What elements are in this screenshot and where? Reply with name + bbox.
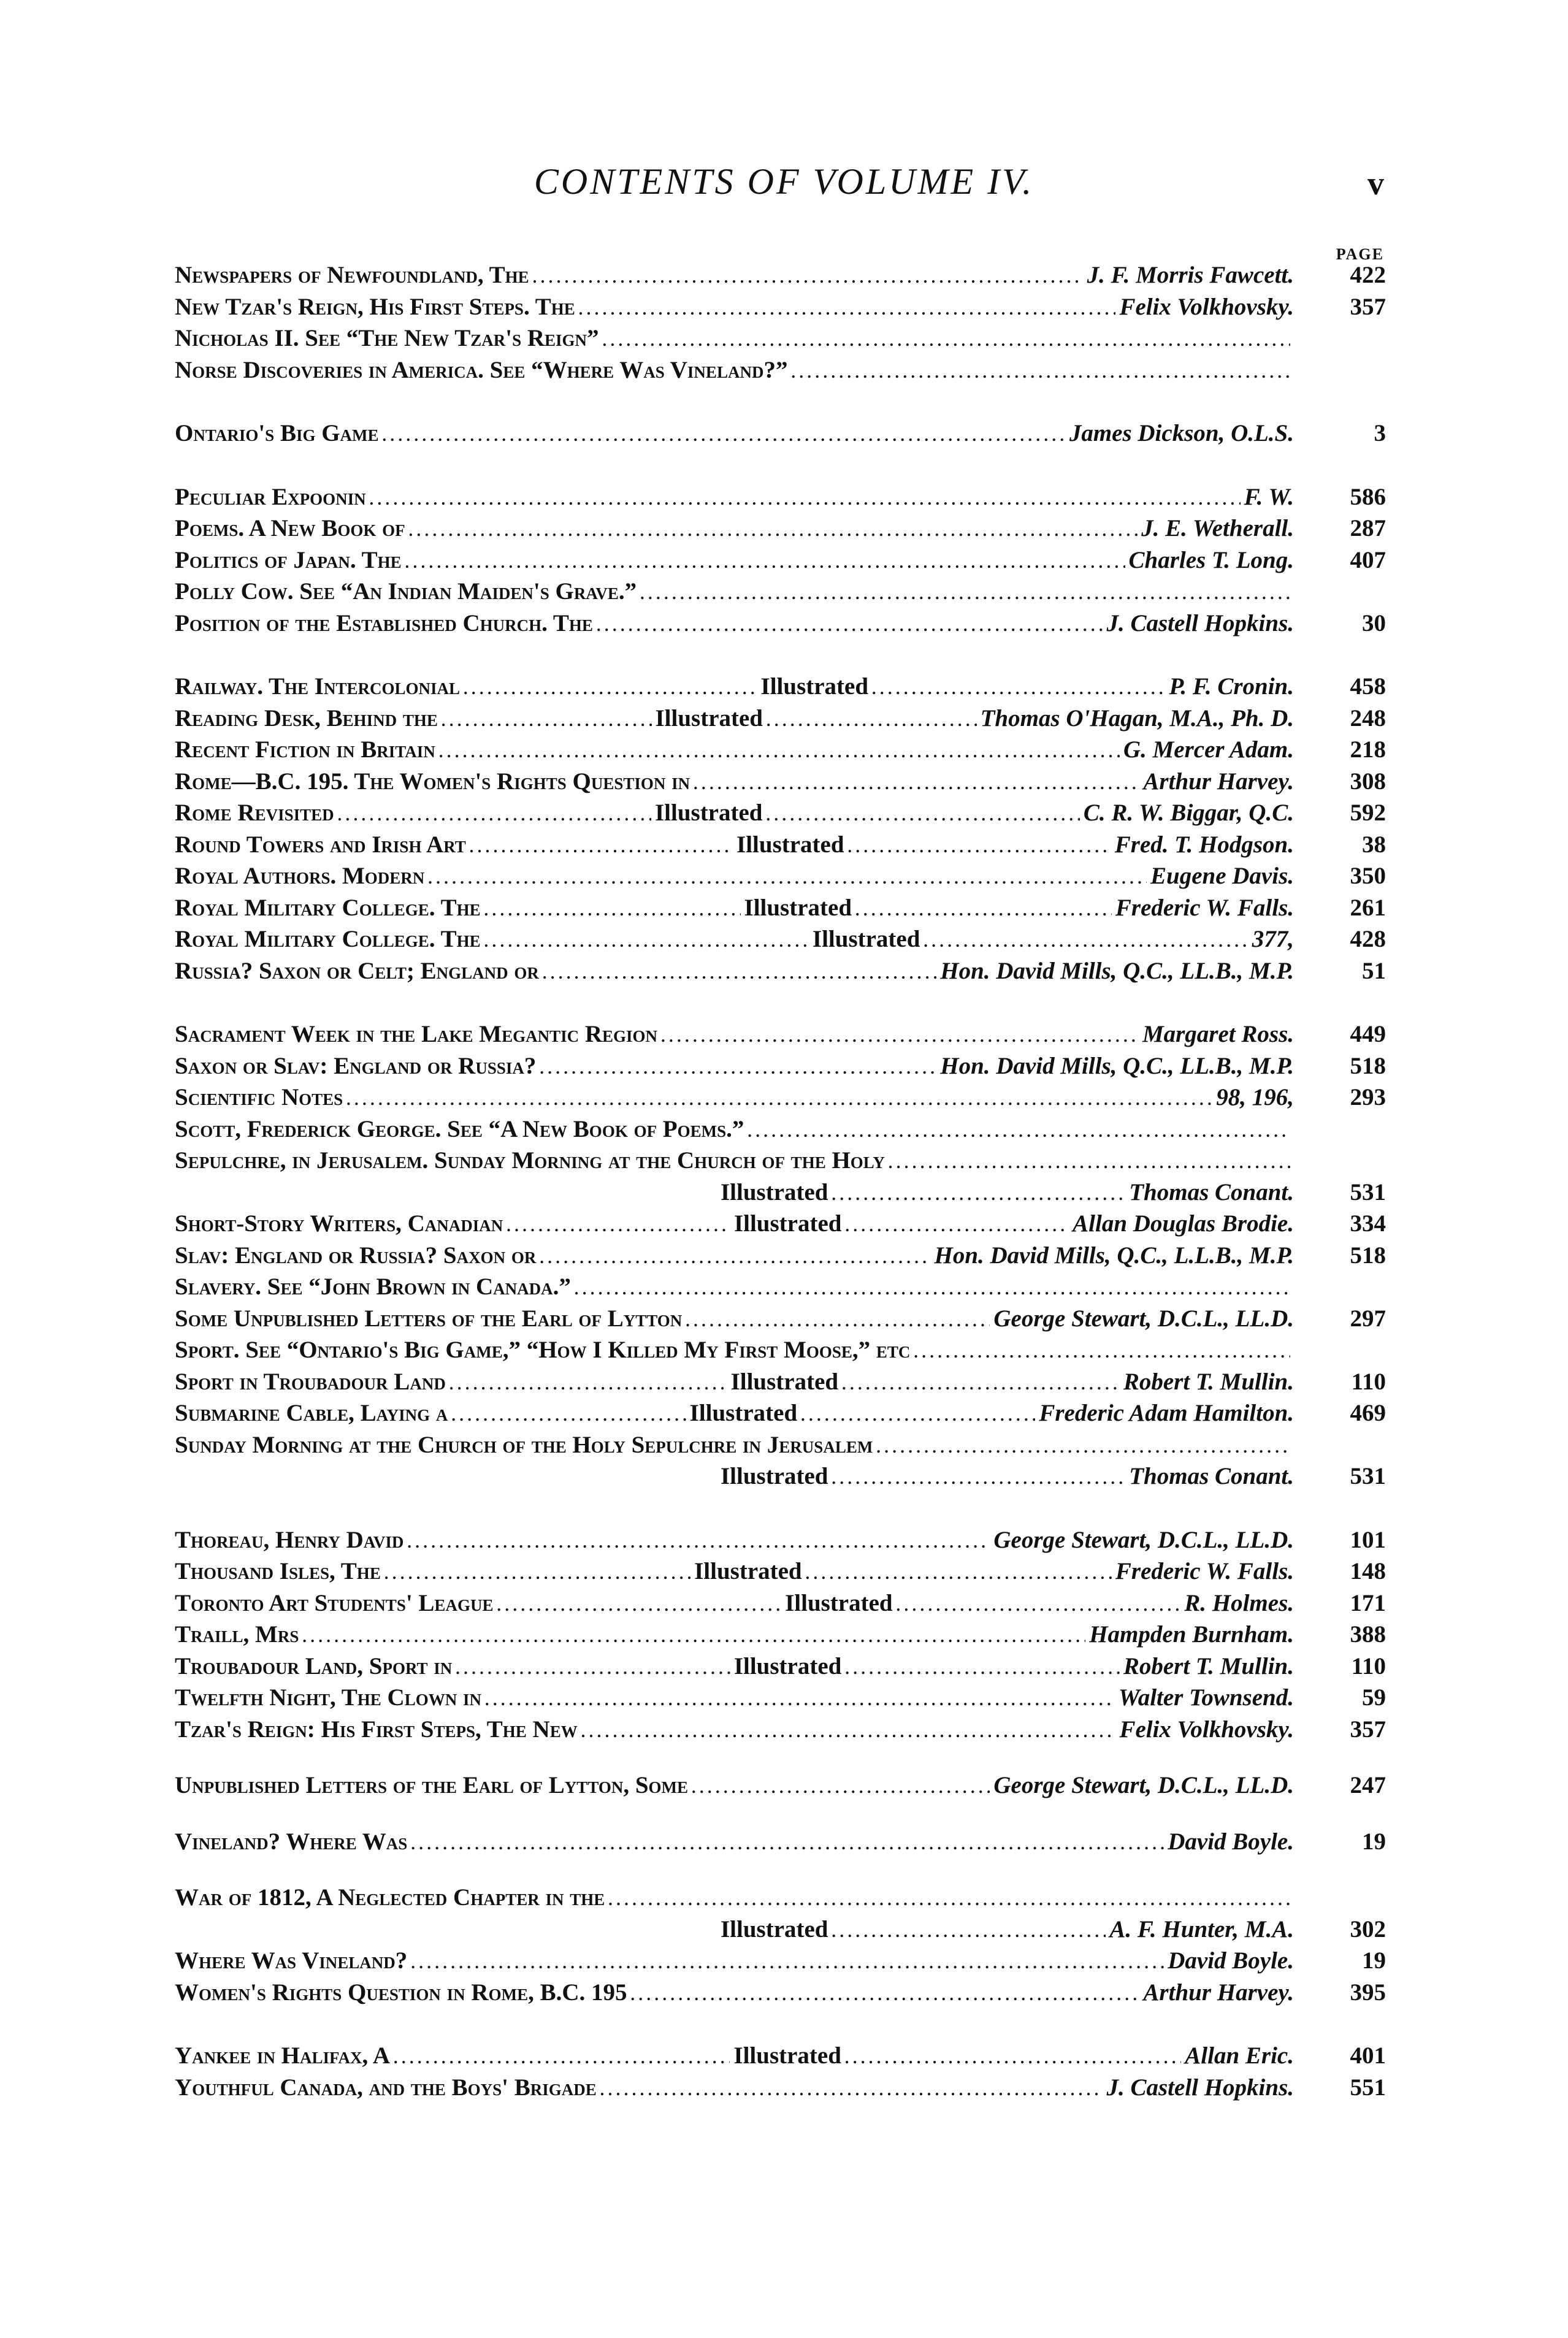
dot-leader [484,923,809,958]
entry-page-number: 518 [1350,1052,1386,1079]
page-folio: v [1367,165,1384,202]
dot-leader [686,1303,990,1337]
toc-entry [175,1177,1386,1209]
dot-leader [631,1977,1140,2011]
entry-page-number: 592 [1350,800,1386,826]
illustrated-label: Illustrated [744,894,852,921]
entry-author: Hon. David Mills, Q.C., LL.B., M.P. [940,1052,1294,1079]
entry-title: Rome—B.C. 195. The Women's Rights Question in [175,768,690,795]
dot-leader [603,323,1290,357]
entry-author: Felix Volkhovsky. [1119,1716,1294,1743]
dot-leader [694,766,1139,800]
dot-leader [302,1619,1085,1653]
toc-entry [175,259,1386,291]
toc-entry [175,860,1386,892]
entry-title: Yankee in Halifax, A [175,2042,391,2069]
entry-title: Recent Fiction in Britain [175,736,435,763]
entry-page-number: 458 [1350,673,1386,700]
toc-entry [175,1366,1386,1398]
dot-leader [832,1461,1126,1495]
toc-entry [175,1882,1386,1914]
entry-author: Frederic W. Falls. [1115,1558,1294,1584]
toc-entry [175,1556,1386,1587]
entry-author: Charles T. Long. [1128,546,1294,573]
entry-author: David Boyle. [1168,1828,1294,1855]
entry-author: Allan Douglas Brodie. [1073,1210,1294,1237]
entry-title: Tzar's Reign: His First Steps, The New [175,1716,578,1743]
entry-title: Sunday Morning at the Church of the Holy Sepulchre in Jerusalem [175,1431,873,1458]
entry-author: Robert T. Mullin. [1123,1652,1294,1679]
toc-entry [175,1826,1386,1858]
entry-author: A. F. Hunter, M.A. [1109,1916,1294,1943]
entry-author: J. F. Morris Fawcett. [1087,262,1294,288]
dot-leader [575,1271,1290,1305]
entry-title: Submarine Cable, Laying a [175,1400,448,1426]
dot-leader [484,892,741,926]
entry-title: Position of the Established Church. The [175,609,593,636]
dot-leader [540,1240,930,1274]
dot-leader [600,2072,1103,2106]
entry-title: Round Towers and Irish Art [175,831,466,858]
entry-author: J. Castell Hopkins. [1106,2074,1294,2101]
running-head [0,161,1568,210]
entry-page-number: 407 [1350,546,1386,573]
illustrated-label: Illustrated [721,1463,828,1489]
entry-title: Newspapers of Newfoundland, The [175,262,529,288]
dot-leader [456,1651,730,1685]
dot-leader [661,1018,1139,1053]
dot-leader [581,1714,1116,1748]
entry-author: J. E. Wetherall. [1141,515,1294,541]
toc-entry [175,1619,1386,1651]
dot-leader [383,418,1066,452]
entry-title: Slavery. See “John Brown in Canada.” [175,1274,571,1300]
entry-page-number: 171 [1350,1589,1386,1616]
entry-author: Arthur Harvey. [1143,1979,1294,2006]
entry-page-number: 551 [1350,2074,1386,2101]
toc-entry [175,892,1386,924]
toc-entry [175,1914,1386,1946]
dot-leader [855,892,1112,926]
toc-entry [175,481,1386,513]
dot-leader [411,1945,1164,1979]
toc-entry [175,2040,1386,2072]
entry-page-number: 531 [1350,1179,1386,1205]
dot-leader [470,829,733,863]
toc-entry [175,923,1386,955]
toc-entry [175,291,1386,323]
entry-author: Hon. David Mills, Q.C., L.L.B., M.P. [934,1242,1294,1269]
entry-author: R. Holmes. [1184,1589,1294,1616]
entry-author: Thomas O'Hagan, M.A., Ph. D. [980,705,1294,732]
entry-title: Polly Cow. See “An Indian Maiden's Grave.” [175,578,637,605]
dot-leader [924,923,1248,958]
dot-leader [832,1914,1106,1948]
entry-page-number: 248 [1350,705,1386,732]
entry-title: Unpublished Letters of the Earl of Lytton, Some [175,1772,689,1798]
dot-leader [533,259,1084,294]
entry-author: Robert T. Mullin. [1123,1368,1294,1395]
entry-author: C. R. W. Biggar, Q.C. [1083,800,1294,826]
entry-title: Scott, Frederick George. See “A New Book of Poems.” [175,1115,744,1142]
entry-title: Railway. The Intercolonial [175,673,461,700]
dot-leader [806,1556,1112,1590]
entry-page-number: 586 [1350,483,1386,510]
toc-entry [175,1271,1386,1303]
entry-author: James Dickson, O.L.S. [1069,420,1294,446]
toc-entry [175,1977,1386,2009]
entry-page-number: 218 [1350,736,1386,763]
toc-entry [175,703,1386,735]
entry-page-number: 101 [1350,1526,1386,1553]
entry-page-number: 293 [1350,1084,1386,1110]
dot-leader [608,1882,1290,1916]
page-title: CONTENTS OF VOLUME IV. [534,161,1034,202]
entry-page-number: 357 [1350,293,1386,320]
toc-entry [175,1334,1386,1366]
toc-entry [175,734,1386,766]
toc-entry [175,829,1386,861]
entry-author: F. W. [1244,483,1294,510]
entry-page-number: 357 [1350,1716,1386,1743]
entry-page-number: 308 [1350,768,1386,795]
entry-title: New Tzar's Reign, His First Steps. The [175,293,575,320]
dot-leader [848,829,1111,863]
entry-title: Toronto Art Students' League [175,1589,494,1616]
entry-author: P. F. Cronin. [1169,673,1294,700]
entry-page-number: 287 [1350,515,1386,541]
entry-title: Troubadour Land, Sport in [175,1652,453,1679]
entry-author: Frederic Adam Hamilton. [1039,1400,1295,1426]
toc-entry [175,2072,1386,2104]
illustrated-label: Illustrated [785,1589,893,1616]
entry-page-number: 30 [1362,609,1386,636]
entry-title: Saxon or Slav: England or Russia? [175,1052,537,1079]
entry-author: Felix Volkhovsky. [1119,293,1294,320]
entry-title: Politics of Japan. The [175,546,402,573]
toc-entry [175,1303,1386,1335]
dot-leader [876,1429,1290,1464]
illustrated-label: Illustrated [730,1368,839,1395]
illustrated-label: Illustrated [736,831,844,858]
entry-title: Royal Military College. The [175,894,481,921]
entry-title: Short-Story Writers, Canadian [175,1210,503,1237]
page-column-label: PAGE [1336,245,1384,263]
dot-leader [411,1826,1164,1860]
dot-leader [394,2040,730,2074]
entry-title: Twelfth Night, The Clown in [175,1684,481,1711]
toc-entry [175,1682,1386,1714]
entry-page-number: 247 [1350,1772,1386,1798]
dot-leader [439,734,1120,768]
dot-leader [766,797,1079,831]
entry-title: War of 1812, A Neglected Chapter in the [175,1884,605,1911]
entry-title: Scientific Notes [175,1084,343,1110]
entry-title: Some Unpublished Letters of the Earl of Lytton [175,1305,683,1332]
entry-author: Fred. T. Hodgson. [1114,831,1294,858]
toc-entry [175,797,1386,829]
entry-title: Thousand Isles, The [175,1558,381,1584]
entry-author: Allan Eric. [1185,2042,1294,2069]
illustrated-label: Illustrated [721,1916,828,1943]
toc-entry [175,1018,1386,1050]
entry-title: Sacrament Week in the Lake Megantic Region [175,1021,658,1047]
toc-entry [175,1240,1386,1272]
entry-page-number: 38 [1362,831,1386,858]
illustrated-label: Illustrated [721,1179,828,1205]
illustrated-label: Illustrated [733,2042,841,2069]
dot-leader [889,1145,1290,1179]
contents-list [175,259,1386,2103]
entry-title: Youthful Canada, and the Boys' Brigade [175,2074,597,2101]
entry-title: Reading Desk, Behind the [175,705,438,732]
toc-entry [175,766,1386,798]
entry-author: Thomas Conant. [1129,1463,1294,1489]
entry-title: Sport in Troubadour Land [175,1368,446,1395]
toc-entry [175,1050,1386,1082]
entry-author: Thomas Conant. [1129,1179,1294,1205]
toc-entry [175,323,1386,354]
entry-page-number: 388 [1350,1621,1386,1648]
entry-author: Hampden Burnham. [1089,1621,1294,1648]
toc-entry [175,1082,1386,1114]
dot-leader [872,671,1166,705]
dot-leader [914,1334,1290,1369]
entry-author: George Stewart, D.C.L., LL.D. [993,1305,1294,1332]
entry-page-number: 110 [1351,1652,1386,1679]
entry-title: Russia? Saxon or Celt; England or [175,957,539,984]
toc-entry [175,608,1386,640]
dot-leader [897,1587,1181,1622]
entry-page-number: 401 [1350,2042,1386,2069]
dot-leader [409,513,1138,547]
dot-leader [540,1050,936,1085]
entry-title: Thoreau, Henry David [175,1526,404,1553]
dot-leader [845,1651,1120,1685]
illustrated-label: Illustrated [694,1558,802,1584]
entry-title: Rome Revisited [175,800,334,826]
illustrated-label: Illustrated [733,1210,842,1237]
dot-leader [845,2040,1181,2074]
dot-leader [543,955,936,990]
dot-leader [384,1556,690,1590]
entry-author: 98, 196, [1216,1084,1294,1110]
entry-author: 377, [1252,926,1294,952]
toc-entry [175,671,1386,703]
toc-entry [175,1114,1386,1145]
entry-page-number: 19 [1362,1828,1386,1855]
dot-leader [842,1366,1120,1400]
entry-page-number: 110 [1351,1368,1386,1395]
entry-title: Vineland? Where Was [175,1828,408,1855]
entry-page-number: 51 [1362,957,1386,984]
entry-page-number: 422 [1350,262,1386,288]
entry-page-number: 261 [1350,894,1386,921]
entry-page-number: 350 [1350,863,1386,889]
entry-title: Where Was Vineland? [175,1947,408,1974]
toc-entry [175,1208,1386,1240]
entry-title: Slav: England or Russia? Saxon or [175,1242,537,1269]
entry-page-number: 395 [1350,1979,1386,2006]
entry-author: Walter Townsend. [1118,1684,1294,1711]
entry-title: Women's Rights Question in Rome, B.C. 195 [175,1979,627,2006]
entry-page-number: 428 [1350,926,1386,952]
entry-author: George Stewart, D.C.L., LL.D. [993,1526,1294,1553]
dot-leader [442,703,652,737]
dot-leader [464,671,757,705]
entry-author: Frederic W. Falls. [1115,894,1294,921]
toc-entry [175,1429,1386,1461]
entry-author: Margaret Ross. [1142,1021,1294,1047]
entry-title: Royal Authors. Modern [175,863,425,889]
toc-entry [175,576,1386,608]
entry-page-number: 449 [1350,1021,1386,1047]
entry-page-number: 59 [1362,1684,1386,1711]
dot-leader [451,1397,686,1432]
entry-author: Hon. David Mills, Q.C., LL.B., M.P. [940,957,1294,984]
illustrated-label: Illustrated [733,1652,842,1679]
entry-author: Arthur Harvey. [1143,768,1294,795]
dot-leader [370,481,1241,516]
dot-leader [579,291,1116,326]
entry-page-number: 334 [1350,1210,1386,1237]
toc-entry [175,1945,1386,1977]
dot-leader [845,1208,1069,1242]
dot-leader [346,1082,1212,1116]
entry-title: Poems. A New Book of [175,515,405,541]
entry-page-number: 297 [1350,1305,1386,1332]
entry-page-number: 148 [1350,1558,1386,1584]
illustrated-label: Illustrated [654,800,763,826]
entry-title: Sepulchre, in Jerusalem. Sunday Morning at the Church of the Holy [175,1147,885,1174]
entry-page-number: 3 [1374,420,1386,446]
toc-entry [175,354,1386,386]
entry-title: Peculiar Expoonin [175,483,366,510]
illustrated-label: Illustrated [812,926,920,952]
dot-leader [692,1770,990,1804]
dot-leader [407,1524,990,1559]
toc-entry [175,513,1386,544]
entry-author: George Stewart, D.C.L., LL.D. [993,1772,1294,1798]
toc-entry [175,1397,1386,1429]
toc-entry [175,1714,1386,1746]
dot-leader [405,544,1125,579]
dot-leader [748,1114,1290,1148]
illustrated-label: Illustrated [760,673,869,700]
dot-leader [767,703,977,737]
entry-page-number: 531 [1350,1463,1386,1489]
entry-title: Ontario's Big Game [175,420,379,446]
dot-leader [640,576,1290,610]
toc-entry [175,1145,1386,1177]
entry-title: Norse Discoveries in America. See “Where Was Vineland?” [175,356,788,383]
entry-page-number: 19 [1362,1947,1386,1974]
dot-leader [507,1208,730,1242]
entry-page-number: 518 [1350,1242,1386,1269]
dot-leader [485,1682,1115,1716]
toc-entry [175,418,1386,449]
toc-entry [175,1524,1386,1556]
dot-leader [801,1397,1035,1432]
toc-entry [175,1461,1386,1492]
entry-page-number: 469 [1350,1400,1386,1426]
dot-leader [497,1587,781,1622]
entry-title: Sport. See “Ontario's Big Game,” “How I Killed My First Moose,” etc [175,1337,911,1363]
entry-author: Eugene Davis. [1150,863,1294,889]
toc-entry [175,1651,1386,1683]
entry-author: J. Castell Hopkins. [1106,609,1294,636]
toc-entry [175,544,1386,576]
toc-entry [175,1770,1386,1801]
dot-leader [428,860,1147,895]
dot-leader [338,797,651,831]
entry-title: Royal Military College. The [175,926,481,952]
entry-page-number: 302 [1350,1916,1386,1943]
toc-entry [175,1587,1386,1619]
dot-leader [597,608,1103,642]
entry-author: G. Mercer Adam. [1123,736,1294,763]
entry-title: Nicholas II. See “The New Tzar's Reign” [175,325,599,351]
entry-author: David Boyle. [1168,1947,1294,1974]
entry-title: Traill, Mrs [175,1621,299,1648]
illustrated-label: Illustrated [689,1400,798,1426]
dot-leader [449,1366,727,1400]
dot-leader [832,1177,1126,1211]
illustrated-label: Illustrated [655,705,763,732]
toc-entry [175,955,1386,987]
dot-leader [791,354,1290,389]
